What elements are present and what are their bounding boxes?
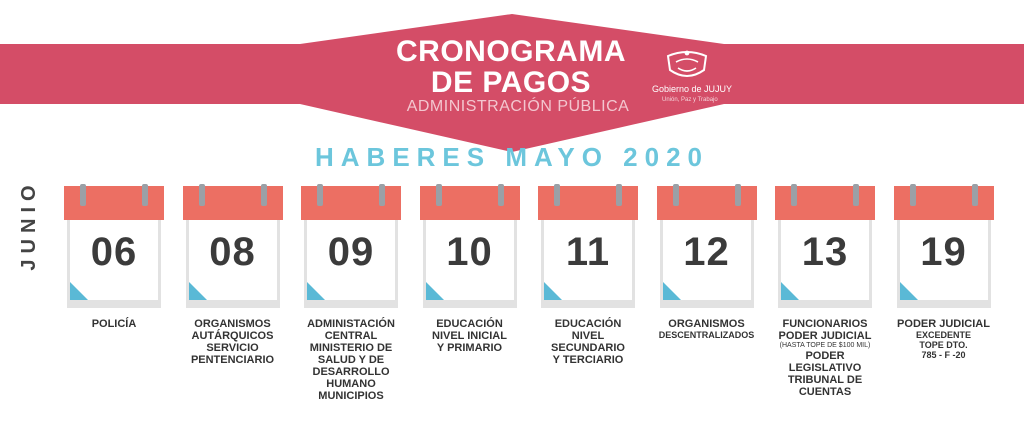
calendar-label: [410, 318, 530, 354]
page-fold-icon: [663, 282, 681, 300]
label-line: AUTÁRQUICOS: [191, 330, 274, 342]
calendar-header: [183, 186, 283, 220]
calendar-ring-icon: [142, 184, 148, 206]
logo-tagline: Unión, Paz y Trabajo: [662, 97, 718, 103]
page-fold-icon: [70, 282, 88, 300]
calendar-ring-icon: [436, 184, 442, 206]
calendar-card: [420, 186, 520, 310]
label-line: PODER JUDICIAL: [778, 330, 872, 342]
page-title: [370, 36, 652, 98]
calendar-ring-icon: [616, 184, 622, 206]
label-line: CENTRAL: [324, 330, 378, 342]
label-line: PODER JUDICIAL: [897, 318, 990, 330]
calendar-ring-icon: [735, 184, 741, 206]
calendar-label: [765, 318, 885, 398]
calendar-label: [291, 318, 411, 402]
calendar-ring-icon: [199, 184, 205, 206]
label-line: ORGANISMOS: [194, 318, 271, 330]
label-line: Y TERCIARIO: [552, 354, 624, 366]
calendar-ring-icon: [972, 184, 978, 206]
label-line: LEGISLATIVO: [788, 362, 862, 374]
calendar-header: [894, 186, 994, 220]
calendar-ring-icon: [261, 184, 267, 206]
calendar-header: [301, 186, 401, 220]
label-line: DESARROLLO: [312, 366, 390, 378]
calendar-card: [657, 186, 757, 310]
calendar-ring-icon: [853, 184, 859, 206]
calendar-card: [301, 186, 401, 310]
label-line: (HASTA TOPE DE $100 MIL): [779, 342, 871, 349]
label-line: EXCEDENTE: [915, 330, 971, 340]
calendar-day: 13: [801, 230, 849, 274]
page-fold-icon: [544, 282, 562, 300]
page-fold-icon: [189, 282, 207, 300]
calendar-header: [775, 186, 875, 220]
label-line: POLICÍA: [91, 318, 137, 330]
month-label: JUNIO: [18, 179, 40, 271]
label-line: HUMANO: [326, 378, 376, 390]
label-line: NIVEL: [571, 330, 605, 342]
calendar-card: [775, 186, 875, 310]
label-line: PENTENCIARIO: [190, 354, 275, 366]
calendar-card: [183, 186, 283, 310]
calendar-ring-icon: [317, 184, 323, 206]
calendar-ring-icon: [554, 184, 560, 206]
calendar-label: [173, 318, 293, 366]
calendar-ring-icon: [379, 184, 385, 206]
label-line: MINISTERIO DE: [309, 342, 393, 354]
calendar-day: 12: [683, 230, 730, 274]
calendar-ring-icon: [673, 184, 679, 206]
calendar-card: [538, 186, 638, 310]
calendar-day: 11: [565, 230, 611, 274]
title-line-2: DE PAGOS: [430, 66, 592, 99]
shield-emblem-icon: [664, 48, 710, 82]
calendar-ring-icon: [80, 184, 86, 206]
label-line: FUNCIONARIOS: [782, 318, 868, 330]
label-line: EDUCACIÓN: [436, 318, 503, 330]
label-line: ORGANISMOS: [668, 318, 745, 330]
label-line: TOPE DTO.: [919, 340, 968, 350]
page-fold-icon: [900, 282, 918, 300]
label-line: MUNICIPIOS: [318, 390, 384, 402]
label-line: ADMINISTACIÓN: [307, 318, 395, 330]
calendar-header: [538, 186, 638, 220]
calendar-day: 19: [920, 230, 967, 274]
calendar-card: [894, 186, 994, 310]
calendar-label: [528, 318, 648, 366]
label-line: SALUD Y DE: [317, 354, 385, 366]
calendar-label: [54, 318, 174, 330]
page-fold-icon: [781, 282, 799, 300]
calendar-ring-icon: [498, 184, 504, 206]
label-line: SERVICIO: [206, 342, 259, 354]
label-line: CUENTAS: [798, 386, 852, 398]
calendar-day: 09: [327, 230, 375, 274]
calendar-day: 10: [446, 230, 493, 274]
calendar-card: [64, 186, 164, 310]
logo-name: Gobierno de JUJUY: [652, 84, 733, 94]
calendar-header: [657, 186, 757, 220]
label-line: SECUNDARIO: [551, 342, 625, 354]
label-line: PODER: [805, 350, 845, 362]
page-fold-icon: [307, 282, 325, 300]
label-line: DESCENTRALIZADOS: [658, 330, 755, 340]
page-fold-icon: [426, 282, 444, 300]
calendar-label: [884, 318, 1004, 360]
label-line: Y PRIMARIO: [436, 342, 503, 354]
label-line: 785 - F -20: [921, 350, 966, 360]
government-logo: [652, 46, 742, 116]
calendar-day: 08: [209, 230, 256, 274]
calendar-label: [647, 318, 767, 340]
page-subtitle: ADMINISTRACIÓN PÚBLICA: [406, 98, 630, 115]
label-line: NIVEL INICIAL: [432, 330, 507, 342]
title-line-1: CRONOGRAMA: [396, 35, 626, 68]
calendar-header: [420, 186, 520, 220]
calendar-header: [64, 186, 164, 220]
calendar-ring-icon: [910, 184, 916, 206]
calendar-ring-icon: [791, 184, 797, 206]
label-line: EDUCACIÓN: [554, 318, 622, 330]
calendar-day: 06: [90, 230, 138, 274]
label-line: TRIBUNAL DE: [787, 374, 863, 386]
payment-heading: HABERES MAYO 2020: [314, 142, 710, 172]
